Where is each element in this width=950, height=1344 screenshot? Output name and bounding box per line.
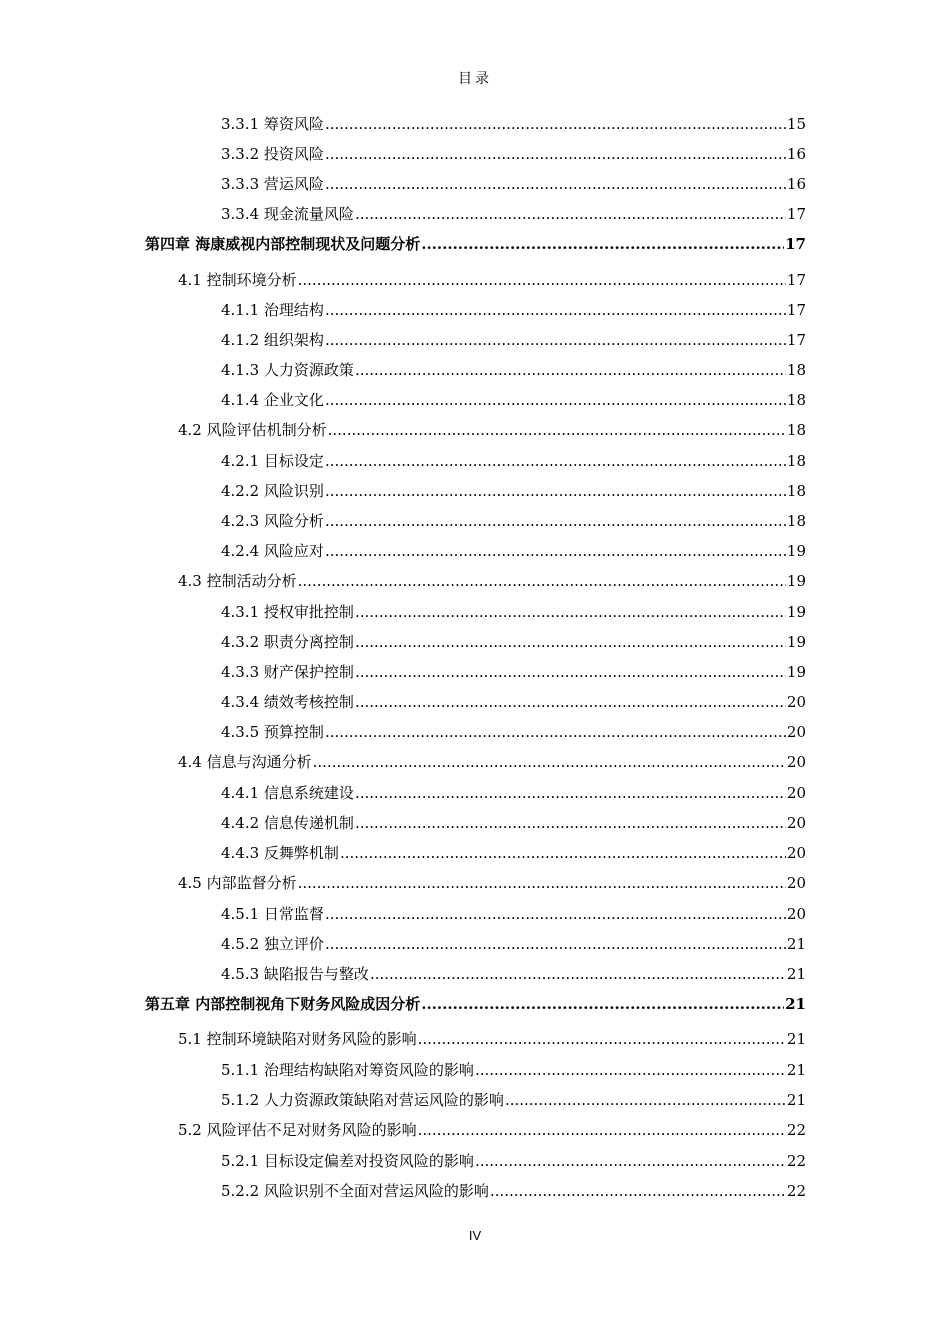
toc-subsection-entry[interactable]	[221, 904, 806, 924]
toc-entry-page-number: 22	[786, 1121, 806, 1139]
toc-entry-label: 4.3.1 授权审批控制	[221, 603, 354, 621]
toc-dot-leader	[325, 481, 786, 501]
toc-dot-leader	[298, 873, 786, 893]
toc-subsection-entry[interactable]	[221, 632, 806, 652]
toc-entry-label: 5.2 风险评估不足对财务风险的影响	[178, 1121, 417, 1139]
toc-subsection-entry[interactable]	[221, 481, 806, 501]
toc-entry-label: 4.1.1 治理结构	[221, 301, 324, 319]
toc-subsection-entry[interactable]	[221, 692, 806, 712]
page-number: IV	[468, 1228, 482, 1243]
toc-entry-page-number: 22	[786, 1182, 806, 1200]
toc-entry-label: 第四章 海康威视内部控制现状及问题分析	[145, 235, 421, 253]
toc-entry-page-number: 19	[786, 542, 806, 560]
toc-dot-leader	[505, 1090, 786, 1110]
toc-entry-label: 4.3.5 预算控制	[221, 723, 324, 741]
toc-dot-leader	[325, 300, 786, 320]
toc-subsection-entry[interactable]	[221, 451, 806, 471]
toc-entry-page-number: 20	[786, 844, 806, 862]
toc-entry-label: 4.1 控制环境分析	[178, 271, 297, 289]
toc-section-entry[interactable]	[178, 752, 806, 772]
toc-dot-leader	[325, 390, 786, 410]
toc-entry-page-number: 19	[786, 663, 806, 681]
toc-subsection-entry[interactable]	[221, 602, 806, 622]
toc-entry-label: 4.3.4 绩效考核控制	[221, 693, 354, 711]
toc-entry-label: 4.2.1 目标设定	[221, 452, 324, 470]
toc-subsection-entry[interactable]	[221, 662, 806, 682]
toc-subsection-entry[interactable]	[221, 174, 806, 194]
toc-entry-label: 4.4 信息与沟通分析	[178, 753, 312, 771]
toc-subsection-entry[interactable]	[221, 114, 806, 134]
toc-entry-page-number: 18	[786, 391, 806, 409]
toc-dot-leader	[325, 174, 786, 194]
toc-entry-page-number: 17	[786, 301, 806, 319]
toc-entry-page-number: 21	[786, 1030, 806, 1048]
toc-dot-leader	[355, 662, 786, 682]
toc-subsection-entry[interactable]	[221, 511, 806, 531]
toc-subsection-entry[interactable]	[221, 144, 806, 164]
toc-dot-leader	[475, 1151, 786, 1171]
toc-entry-label: 4.2 风险评估机制分析	[178, 421, 327, 439]
toc-dot-leader	[475, 1060, 786, 1080]
toc-subsection-entry[interactable]	[221, 360, 806, 380]
toc-dot-leader	[325, 722, 786, 742]
toc-entry-page-number: 19	[786, 572, 806, 590]
toc-dot-leader	[325, 934, 786, 954]
toc-entry-label: 4.5.2 独立评价	[221, 935, 324, 953]
toc-dot-leader	[325, 541, 786, 561]
toc-entry-page-number: 19	[786, 603, 806, 621]
toc-entry-label: 4.1.3 人力资源政策	[221, 361, 354, 379]
toc-entry-label: 3.3.3 营运风险	[221, 175, 324, 193]
toc-entry-label: 4.4.2 信息传递机制	[221, 814, 354, 832]
toc-entry-label: 4.2.2 风险识别	[221, 482, 324, 500]
toc-dot-leader	[355, 602, 786, 622]
toc-chapter-entry[interactable]	[145, 994, 806, 1014]
toc-subsection-entry[interactable]	[221, 204, 806, 224]
toc-entry-page-number: 17	[786, 271, 806, 289]
toc-dot-leader	[355, 632, 786, 652]
toc-subsection-entry[interactable]	[221, 934, 806, 954]
toc-entry-label: 4.4.3 反舞弊机制	[221, 844, 339, 862]
toc-section-entry[interactable]	[178, 420, 806, 440]
toc-subsection-entry[interactable]	[221, 1151, 806, 1171]
toc-entry-page-number: 20	[786, 874, 806, 892]
toc-entry-page-number: 21	[786, 1061, 806, 1079]
toc-entry-label: 5.1 控制环境缺陷对财务风险的影响	[178, 1030, 417, 1048]
toc-entry-label: 4.2.3 风险分析	[221, 512, 324, 530]
toc-entry-label: 4.5.1 日常监督	[221, 905, 324, 923]
toc-dot-leader	[325, 144, 786, 164]
toc-entry-page-number: 20	[786, 784, 806, 802]
toc-entry-page-number: 17	[786, 205, 806, 223]
toc-entry-label: 4.1.4 企业文化	[221, 391, 324, 409]
toc-entry-label: 4.5 内部监督分析	[178, 874, 297, 892]
toc-dot-leader	[313, 752, 786, 772]
toc-entry-label: 4.4.1 信息系统建设	[221, 784, 354, 802]
toc-subsection-entry[interactable]	[221, 541, 806, 561]
toc-chapter-entry[interactable]	[145, 234, 806, 254]
toc-entry-label: 4.3.2 职责分离控制	[221, 633, 354, 651]
toc-entry-label: 4.1.2 组织架构	[221, 331, 324, 349]
toc-entry-page-number: 21	[786, 935, 806, 953]
toc-entry-page-number: 20	[786, 753, 806, 771]
toc-subsection-entry[interactable]	[221, 1181, 806, 1201]
toc-entry-label: 5.1.2 人力资源政策缺陷对营运风险的影响	[221, 1091, 504, 1109]
toc-entry-page-number: 16	[786, 175, 806, 193]
toc-entry-page-number: 19	[786, 633, 806, 651]
toc-entry-page-number: 16	[786, 145, 806, 163]
toc-dot-leader	[421, 234, 784, 254]
toc-subsection-entry[interactable]	[221, 722, 806, 742]
toc-subsection-entry[interactable]	[221, 330, 806, 350]
toc-entry-page-number: 20	[786, 905, 806, 923]
toc-subsection-entry[interactable]	[221, 813, 806, 833]
toc-subsection-entry[interactable]	[221, 300, 806, 320]
toc-entry-label: 4.3.3 财产保护控制	[221, 663, 354, 681]
toc-entry-page-number: 17	[785, 235, 806, 253]
toc-dot-leader	[421, 994, 784, 1014]
toc-subsection-entry[interactable]	[221, 964, 806, 984]
toc-entry-page-number: 18	[786, 421, 806, 439]
toc-section-entry[interactable]	[178, 1120, 806, 1140]
toc-entry-page-number: 21	[786, 1091, 806, 1109]
toc-dot-leader	[418, 1120, 786, 1140]
toc-entry-label: 4.3 控制活动分析	[178, 572, 297, 590]
toc-entry-page-number: 18	[786, 512, 806, 530]
toc-entry-page-number: 20	[786, 693, 806, 711]
toc-dot-leader	[325, 511, 786, 531]
toc-section-entry[interactable]	[178, 270, 806, 290]
toc-entry-label: 第五章 内部控制视角下财务风险成因分析	[145, 995, 421, 1013]
toc-subsection-entry[interactable]	[221, 390, 806, 410]
toc-dot-leader	[355, 692, 786, 712]
toc-section-entry[interactable]	[178, 1029, 806, 1049]
toc-entry-page-number: 20	[786, 814, 806, 832]
toc-dot-leader	[418, 1029, 786, 1049]
toc-entry-page-number: 22	[786, 1152, 806, 1170]
toc-dot-leader	[298, 571, 786, 591]
toc-entry-page-number: 18	[786, 361, 806, 379]
toc-subsection-entry[interactable]	[221, 1090, 806, 1110]
toc-dot-leader	[355, 813, 786, 833]
toc-dot-leader	[325, 330, 786, 350]
toc-entry-page-number: 18	[786, 482, 806, 500]
toc-section-entry[interactable]	[178, 873, 806, 893]
toc-dot-leader	[298, 270, 786, 290]
toc-entry-page-number: 15	[786, 115, 806, 133]
toc-dot-leader	[340, 843, 786, 863]
toc-entry-page-number: 21	[785, 995, 806, 1013]
toc-entry-label: 3.3.4 现金流量风险	[221, 205, 354, 223]
toc-section-entry[interactable]	[178, 571, 806, 591]
toc-subsection-entry[interactable]	[221, 1060, 806, 1080]
toc-dot-leader	[355, 783, 786, 803]
toc-entry-label: 5.2.2 风险识别不全面对营运风险的影响	[221, 1182, 489, 1200]
toc-subsection-entry[interactable]	[221, 783, 806, 803]
toc-entry-label: 3.3.2 投资风险	[221, 145, 324, 163]
toc-entry-label: 4.2.4 风险应对	[221, 542, 324, 560]
toc-dot-leader	[328, 420, 786, 440]
toc-dot-leader	[490, 1181, 786, 1201]
toc-dot-leader	[355, 360, 786, 380]
toc-subsection-entry[interactable]	[221, 843, 806, 863]
toc-entry-page-number: 21	[786, 965, 806, 983]
toc-dot-leader	[370, 964, 786, 984]
toc-entry-page-number: 18	[786, 452, 806, 470]
toc-entry-page-number: 17	[786, 331, 806, 349]
toc-entry-label: 5.1.1 治理结构缺陷对筹资风险的影响	[221, 1061, 474, 1079]
toc-dot-leader	[325, 451, 786, 471]
toc-entry-label: 3.3.1 筹资风险	[221, 115, 324, 133]
page-title: 目录	[458, 71, 492, 87]
toc-entry-page-number: 20	[786, 723, 806, 741]
toc-dot-leader	[325, 904, 786, 924]
toc-entry-label: 4.5.3 缺陷报告与整改	[221, 965, 369, 983]
toc-dot-leader	[325, 114, 786, 134]
toc-dot-leader	[355, 204, 786, 224]
toc-entry-label: 5.2.1 目标设定偏差对投资风险的影响	[221, 1152, 474, 1170]
